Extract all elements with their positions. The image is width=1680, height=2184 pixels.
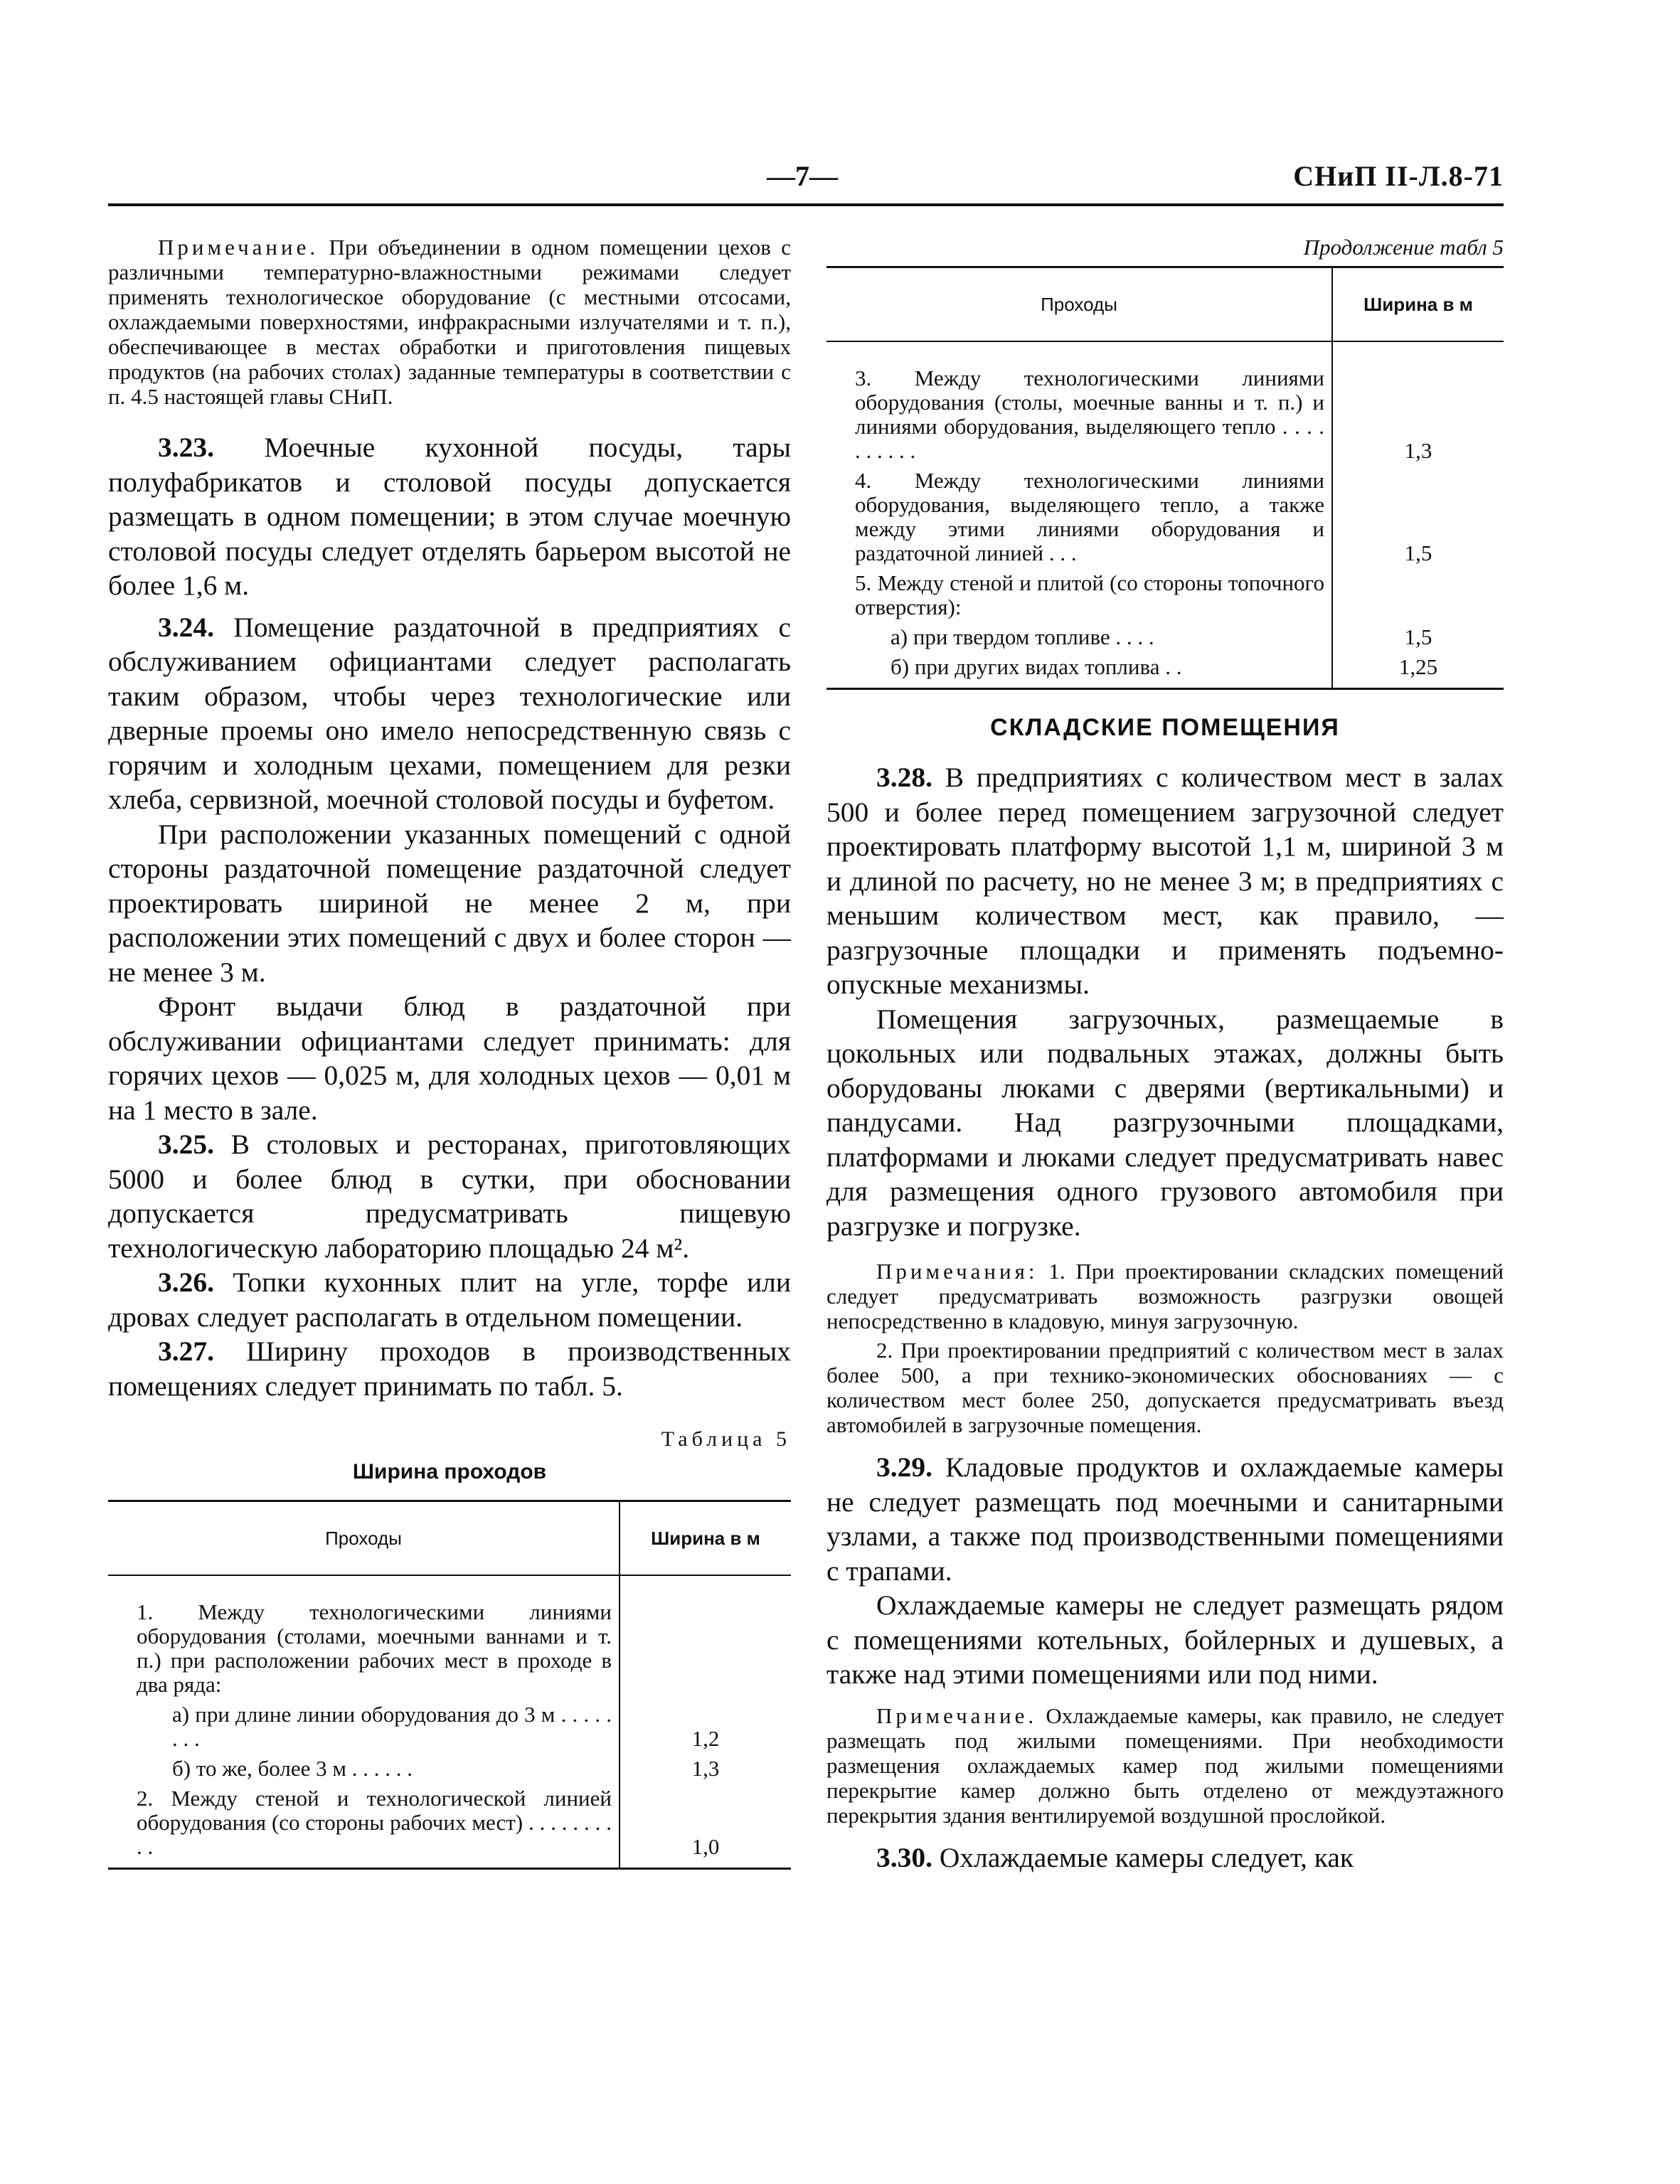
row-text: а) при твердом топливе . . . . (890, 624, 1154, 649)
table-row (108, 1784, 791, 1869)
paragraph-3-29 (826, 1450, 1504, 1588)
table-row (826, 622, 1504, 652)
notes-head: Примечания: (876, 1259, 1038, 1284)
row-text: 5. Между стеной и плитой (со стороны топочного отверстия): (855, 570, 1324, 619)
table-row (826, 568, 1504, 622)
clause-number: 3.25. (158, 1129, 214, 1160)
row-value: 1,2 (620, 1700, 791, 1754)
column-header-passages: Проходы (826, 267, 1332, 342)
row-value: 1,3 (1332, 341, 1504, 466)
note-text: При объединении в одном помещении цехов с различными температурно-влажностными режимами следует применять технологическое оборудование (с местными отсосами, охлаждаемыми поверхностями, инфракрасными излучателями и т. п.), обеспечивающее в местах обработки и приготовления пищевых продуктов (на рабочих столах) заданные температуры в соответствии с п. 4.5 настоящей главы СНиП. (108, 235, 792, 409)
right-column (826, 235, 1504, 1882)
row-value (1332, 568, 1504, 622)
row-text: б) то же, более 3 м . . . . . . (172, 1756, 413, 1781)
row-text: 1. Между технологическими линиями оборудования (столами, моечными ваннами и т. п.) при расположении рабочих мест в проходе в два ряда: (137, 1599, 612, 1697)
clause-text: Кладовые продуктов и охлаждаемые камеры не следует размещать под моечными и санитарными узлами, а также под производственными помещениями с трапами. (826, 1451, 1504, 1587)
clause-number: 3.27. (158, 1336, 214, 1367)
table-header-row (108, 1501, 791, 1576)
paragraph-3-27 (108, 1334, 791, 1403)
note-paragraph-3 (826, 1703, 1504, 1828)
column-header-width: Ширина в м (1332, 267, 1504, 342)
row-text: 4. Между технологическими линиями оборудования, выделяющего тепло, а также между этими линиями оборудования и раздаточной линией . . . (855, 468, 1324, 565)
row-text: 3. Между технологическими линиями оборудования (столы, моечные ванны и т. п.) и линиями оборудования, выделяющего тепло . . . . . . . . . . (855, 366, 1324, 463)
row-value: 1,3 (620, 1754, 791, 1784)
clause-text: Топки кухонных плит на угле, торфе или дровах следует располагать в отдельном помещении. (108, 1267, 792, 1333)
table-row (108, 1754, 791, 1784)
clause-number: 3.30. (876, 1841, 932, 1873)
table-row (108, 1700, 791, 1754)
row-text: 2. Между стеной и технологической линией оборудования (со стороны рабочих мест) . . . . . . . . . . (137, 1786, 612, 1859)
clause-text: В предприятиях с количеством мест в залах 500 и более перед помещением загрузочной следует проектировать платформу высотой 1,1 м, шириной 3 м и длиной по расчету, но не менее 3 м; в предприятиях с меньшим количеством мест, как правило, — разгрузочные площадки и применять подъемно-опускные механизмы. (826, 762, 1504, 1000)
paragraph-3-26 (108, 1265, 791, 1334)
clause-number: 3.28. (876, 762, 932, 793)
clause-text: Охлаждаемые камеры следует, как (939, 1841, 1354, 1873)
paragraph-3-25 (108, 1127, 791, 1265)
table-label: Таблица 5 (661, 1427, 791, 1451)
section-title: СКЛАДСКИЕ ПОМЕЩЕНИЯ (990, 714, 1340, 741)
paragraph-3-23 (108, 430, 791, 603)
table-row (108, 1575, 791, 1700)
row-value: 1,25 (1332, 652, 1504, 689)
notes-paragraph-1 (826, 1259, 1504, 1333)
clause-text: Ширину проходов в производственных помещениях следует принимать по табл. 5. (108, 1336, 791, 1402)
table-title: Ширина проходов (352, 1460, 547, 1483)
row-value (620, 1575, 791, 1700)
paragraph-3-24 (108, 610, 791, 817)
table-row (826, 466, 1504, 568)
passages-table (108, 1500, 791, 1870)
clause-number: 3.23. (158, 432, 214, 463)
note-paragraph (108, 235, 791, 409)
paragraph-3-30 (826, 1841, 1504, 1875)
note-text: 1. При проектировании складских помещений следует предусматривать возможность разгрузки овощей непосредственно в кладовую, минуя загрузочную. (826, 1259, 1504, 1333)
column-header-passages: Проходы (108, 1501, 620, 1576)
paragraph-3-29-b: Охлаждаемые камеры не следует размещать рядом с помещениями котельных, бойлерных и душевых, а также над этими помещениями или под ними. (826, 1589, 1504, 1690)
column-header-width: Ширина в м (620, 1501, 791, 1576)
document-code: СНиП II-Л.8-71 (1293, 160, 1504, 192)
notes-paragraph-2: 2. При проектировании предприятий с количеством мест в залах более 500, а при технико-экономических обоснованиях — с количеством мест более 250, допускается предусматривать въезд автомобилей в загрузочные помещения. (826, 1338, 1504, 1437)
table-header-row (826, 267, 1504, 342)
paragraph-3-24-c: Фронт выдачи блюд в раздаточной при обслуживании официантами следует принимать: для горячих цехов — 0,025 м, для холодных цехов — 0,01 м на 1 место в зале. (108, 991, 791, 1126)
row-value: 1,0 (620, 1784, 791, 1869)
clause-number: 3.26. (158, 1267, 214, 1298)
row-text: б) при других видах топлива . . (890, 654, 1182, 679)
row-text: а) при длине линии оборудования до 3 м . . . . . . . . (172, 1702, 612, 1751)
header-rule (108, 203, 1504, 206)
paragraph-3-28-b: Помещения загрузочных, размещаемые в цокольных или подвальных этажах, должны быть оборудованы люками с дверями (вертикальными) и пандусами. Над разгрузочными площадками, платформами и люками следует предусматривать навес для размещения одного грузового автомобиля при разгрузке и погрузке. (826, 1003, 1504, 1242)
table-row (826, 652, 1504, 689)
note-head: Примечание. (876, 1703, 1038, 1728)
passages-table-continued (826, 266, 1504, 690)
table-continuation-label: Продолжение табл 5 (1303, 235, 1504, 260)
clause-text: Моечные кухонной посуды, тары полуфабрикатов и столовой посуды допускается размещать в одном помещении; в этом случае моечную столовой посуды следует отделять барьером высотой не более 1,6 м. (108, 432, 791, 601)
note-text: Охлаждаемые камеры, как правило, не следует размещать под жилыми помещениями. При необходимости размещения охлаждаемых камер под жилыми помещениями перекрытие камер должно быть отделено от междуэтажного перекрытия здания вентилируемой воздушной прослойкой. (826, 1703, 1504, 1828)
clause-number: 3.24. (158, 611, 214, 643)
clause-number: 3.29. (876, 1451, 932, 1483)
table-row (826, 341, 1504, 466)
paragraph-3-28 (826, 760, 1504, 1002)
row-value: 1,5 (1332, 466, 1504, 568)
note-head: Примечание. (158, 235, 319, 260)
clause-text: Помещение раздаточной в предприятиях с обслуживанием официантами следует располагать таким образом, чтобы через технологические или дверные проемы оно имело непосредственную связь с горячим и холодным цехами, помещением для резки хлеба, сервизной, моечной столовой посуды и буфетом. (108, 611, 792, 815)
paragraph-3-24-b: При расположении указанных помещений с одной стороны раздаточной помещение раздаточной следует проектировать шириной не менее 2 м, при расположении этих помещений с двух и более сторон — не менее 3 м. (108, 818, 791, 988)
clause-text: В столовых и ресторанах, приготовляющих 5000 и более блюд в сутки, при обосновании допускается предусматривать пищевую технологическую лабораторию площадью 24 м². (108, 1129, 791, 1264)
left-column (108, 235, 791, 1870)
page-number: —7— (767, 160, 838, 192)
row-value: 1,5 (1332, 622, 1504, 652)
